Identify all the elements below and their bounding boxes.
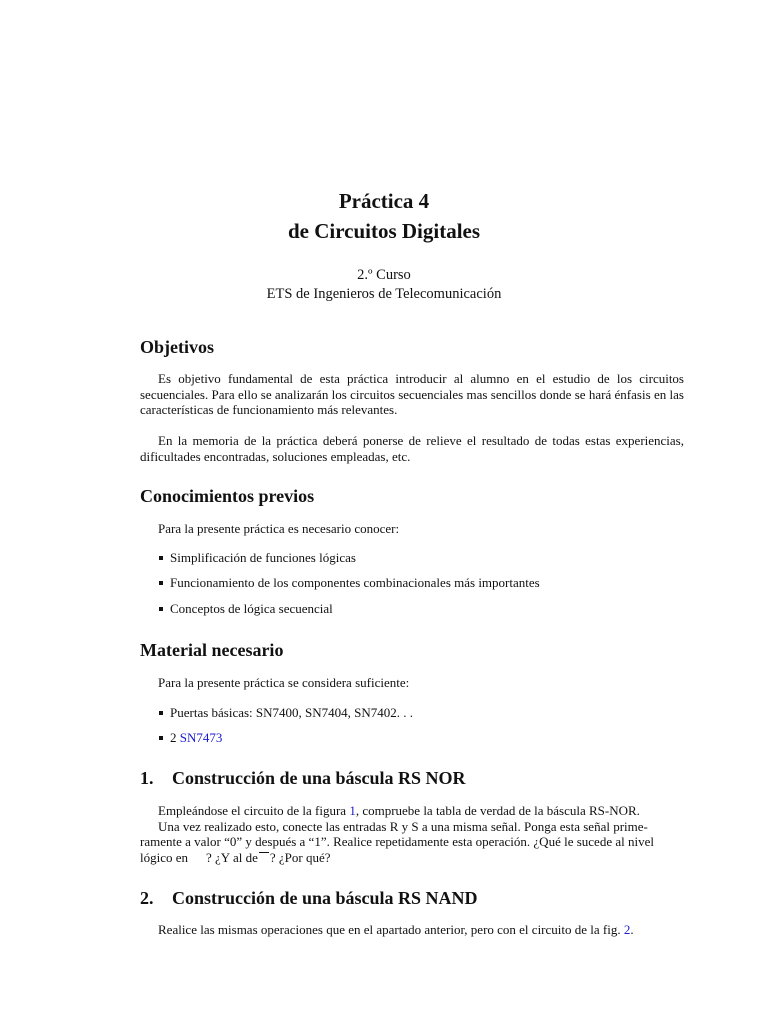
overline-mark <box>259 852 269 853</box>
heading-objetivos: Objetivos <box>140 337 214 357</box>
list-item-text: Puertas básicas: SN7400, SN7404, SN7402. . . <box>170 705 414 720</box>
list-item-text: 2 <box>170 730 180 745</box>
text-run: ? ¿Por qué? <box>269 850 331 865</box>
list-item <box>159 601 333 617</box>
section-number: 1. <box>140 768 154 788</box>
section2-line-1 <box>158 922 702 938</box>
list-item-text: Conceptos de lógica secuencial <box>170 601 333 616</box>
text-run: , compruebe la tabla de verdad de la báscula RS-NOR. <box>355 803 640 818</box>
section1-line-3: ramente a valor “0” y después a “1”. Realice repetidamente esta operación. ¿Qué le sucede al nivel <box>140 834 654 849</box>
material-intro: Para la presente práctica se considera suficiente: <box>158 675 410 690</box>
figure-2-link[interactable]: 2 <box>623 922 631 937</box>
conocimientos-intro: Para la presente práctica es necesario conocer: <box>158 521 400 536</box>
list-item <box>159 575 540 591</box>
list-item <box>159 730 222 746</box>
text-run: ? ¿Y al de <box>206 850 258 865</box>
heading-section-1 <box>140 768 466 789</box>
title-line-2: de Circuitos Digitales <box>287 219 481 243</box>
list-item <box>159 550 356 566</box>
bullet-icon <box>159 736 163 740</box>
subtitle-line-1: 2.º Curso <box>357 267 411 283</box>
text-run: Empleándose el circuito de la figura <box>158 803 350 818</box>
section-number: 2. <box>140 888 154 908</box>
bullet-icon <box>159 556 163 560</box>
figure-1-link[interactable]: 1 <box>349 803 356 818</box>
heading-section-2 <box>140 888 478 909</box>
objetivos-paragraph-2 <box>140 433 684 464</box>
section-title: Construcción de una báscula RS NOR <box>172 768 466 788</box>
title-line-1: Práctica 4 <box>338 189 430 213</box>
bullet-icon <box>159 607 163 611</box>
heading-conocimientos: Conocimientos previos <box>140 486 315 506</box>
section-title: Construcción de una báscula RS NAND <box>172 888 478 908</box>
subtitle-line-2: ETS de Ingenieros de Telecomunicación <box>266 286 502 302</box>
objetivos-p2-text: En la memoria de la práctica deberá ponerse de relieve el resultado de todas estas experiencias, dificultades encontradas, soluciones empleadas, etc. <box>140 433 684 464</box>
objetivos-paragraph-1 <box>140 371 684 418</box>
text-run: lógico en <box>140 850 189 865</box>
heading-material: Material necesario <box>140 640 284 660</box>
objetivos-p1-text: Es objetivo fundamental de esta práctica introducir al alumno en el estudio de los circuitos secuenciales. Para ello se analizarán los circuitos secuenciales mas sencillos donde se hará énfasis en las características de funcionamiento más relevantes. <box>140 371 684 417</box>
list-item-text: Funcionamiento de los componentes combinacionales más importantes <box>170 575 540 590</box>
list-item-text: Simplificación de funciones lógicas <box>170 550 356 565</box>
document-title <box>0 186 768 246</box>
document-subtitle <box>0 266 768 304</box>
section1-line-4 <box>140 850 684 866</box>
list-item <box>159 705 413 721</box>
section1-line-1 <box>158 803 702 819</box>
sn7473-link[interactable]: SN7473 <box>179 730 223 745</box>
bullet-icon <box>159 581 163 585</box>
section1-line-2: Una vez realizado esto, conecte las entradas R y S a una misma señal. Ponga esta señal prime- <box>158 819 648 834</box>
text-run: Realice las mismas operaciones que en el apartado anterior, pero con el circuito de la fig. <box>158 922 624 937</box>
text-run: . <box>630 922 634 937</box>
bullet-icon <box>159 711 163 715</box>
